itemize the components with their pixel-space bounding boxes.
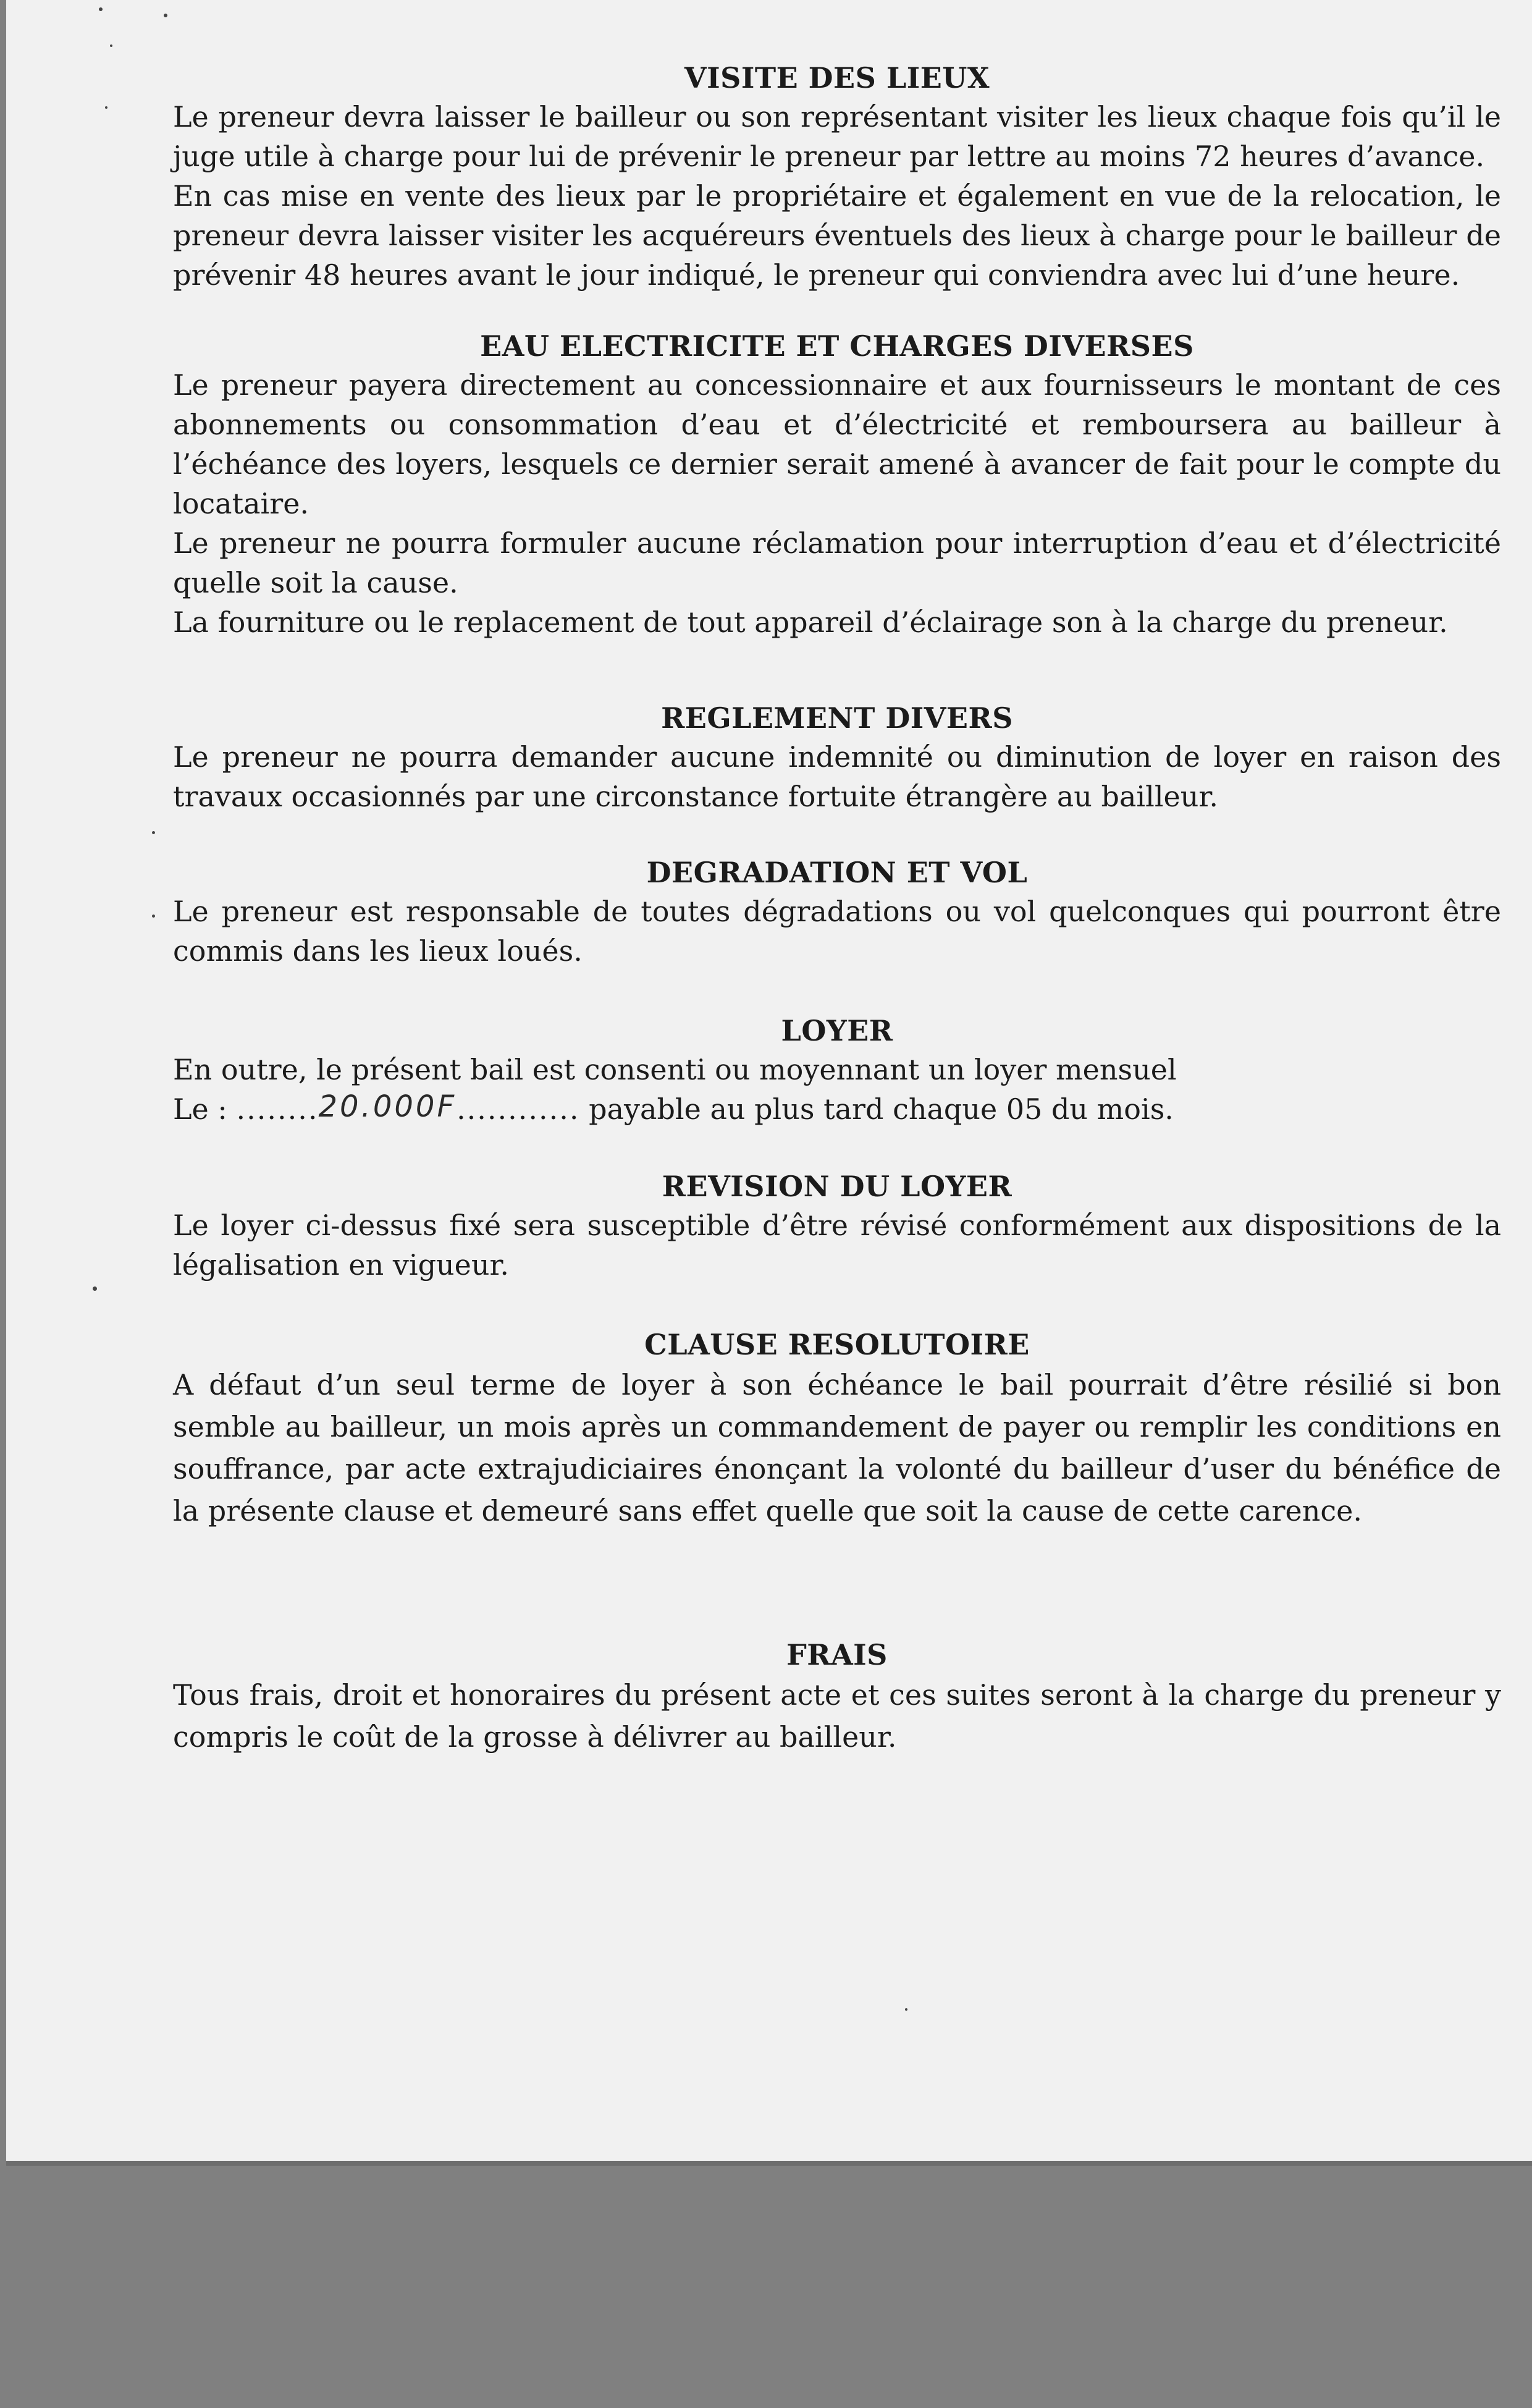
document-body <box>173 59 1501 1758</box>
section-paragraph: Le loyer ci-dessus fixé sera susceptible d’être révisé conformément aux dispositions de la légalisation en vigueur. <box>173 1209 1501 1282</box>
handwritten-amount: 20.000F <box>318 1089 457 1124</box>
dotted-leader: ........ <box>236 1092 319 1126</box>
section-heading: FRAIS <box>786 1638 888 1671</box>
dotted-leader: ............ <box>457 1092 580 1126</box>
scan-speck <box>105 106 107 109</box>
section-heading: DEGRADATION ET VOL <box>646 856 1028 889</box>
section-heading: REVISION DU LOYER <box>662 1170 1012 1203</box>
section-paragraph: Tous frais, droit et honoraires du présent acte et ces suites seront à la charge du preneur y compris le coût de la grosse à délivrer au bailleur. <box>173 1678 1501 1754</box>
section-degradation-et-vol <box>173 853 1501 971</box>
section-loyer <box>173 1012 1501 1129</box>
loyer-amount-line <box>173 1089 1501 1129</box>
section-heading: CLAUSE RESOLUTOIRE <box>644 1328 1030 1361</box>
scan-speck <box>164 14 167 17</box>
section-paragraph: Le preneur est responsable de toutes dégradations ou vol quelconques qui pourront être commis dans les lieux loués. <box>173 895 1501 968</box>
scan-speck <box>152 831 155 834</box>
section-paragraph: A défaut d’un seul terme de loyer à son échéance le bail pourrait d’être résilié si bon semble au bailleur, un mois après un commandement de payer ou remplir les conditions en souffrance, par acte extrajudiciaires énonçant la volonté du bailleur d’user du bénéfice de la présente clause et demeuré sans effet quelle que soit la cause de cette carence. <box>173 1368 1501 1527</box>
section-paragraph: Le preneur ne pourra demander aucune indemnité ou diminution de loyer en raison des travaux occasionnés par une circonstance fortuite étrangère au bailleur. <box>173 740 1501 813</box>
scan-speck <box>110 44 112 47</box>
section-heading: EAU ELECTRICITE ET CHARGES DIVERSES <box>480 329 1194 363</box>
scan-speck <box>152 915 155 918</box>
section-paragraph: Le preneur ne pourra formuler aucune réclamation pour interruption d’eau et d’électricité quelle soit la cause. <box>173 526 1501 599</box>
loyer-suffix: payable au plus tard chaque 05 du mois. <box>589 1092 1174 1126</box>
section-frais <box>173 1636 1501 1758</box>
loyer-prefix: Le : <box>173 1092 227 1126</box>
section-revision-du-loyer <box>173 1167 1501 1285</box>
scan-speck <box>93 1286 97 1291</box>
scan-speck <box>99 7 103 11</box>
section-heading: VISITE DES LIEUX <box>684 61 990 95</box>
section-heading: REGLEMENT DIVERS <box>661 701 1013 735</box>
section-paragraph: Le preneur devra laisser le bailleur ou son représentant visiter les lieux chaque fois qu’il le juge utile à charge pour lui de prévenir le preneur par lettre au moins 72 heures d’avance. <box>173 100 1501 173</box>
section-visite-des-lieux <box>173 59 1501 295</box>
loyer-intro: En outre, le présent bail est consenti ou moyennant un loyer mensuel <box>173 1053 1177 1086</box>
section-eau-electricite <box>173 327 1501 642</box>
section-reglement-divers <box>173 699 1501 816</box>
section-paragraph: La fourniture ou le replacement de tout appareil d’éclairage son à la charge du preneur. <box>173 606 1448 639</box>
section-clause-resolutoire <box>173 1325 1501 1532</box>
section-paragraph: Le preneur payera directement au concessionnaire et aux fournisseurs le montant de ces abonnements ou consommation d’eau et d’électricité et remboursera au bailleur à l’échéance des loyers, lesquels ce dernier serait amené à avancer de fait pour le compte du locataire. <box>173 368 1501 520</box>
scan-speck <box>905 2008 907 2011</box>
section-paragraph: En cas mise en vente des lieux par le propriétaire et également en vue de la relocation, le preneur devra laisser visiter les acquéreurs éventuels des lieux à charge pour le bailleur de prévenir 48 heures avant le jour indiqué, le preneur qui conviendra avec lui d’une heure. <box>173 179 1501 292</box>
section-heading: LOYER <box>781 1014 893 1047</box>
document-page <box>6 0 1532 2166</box>
